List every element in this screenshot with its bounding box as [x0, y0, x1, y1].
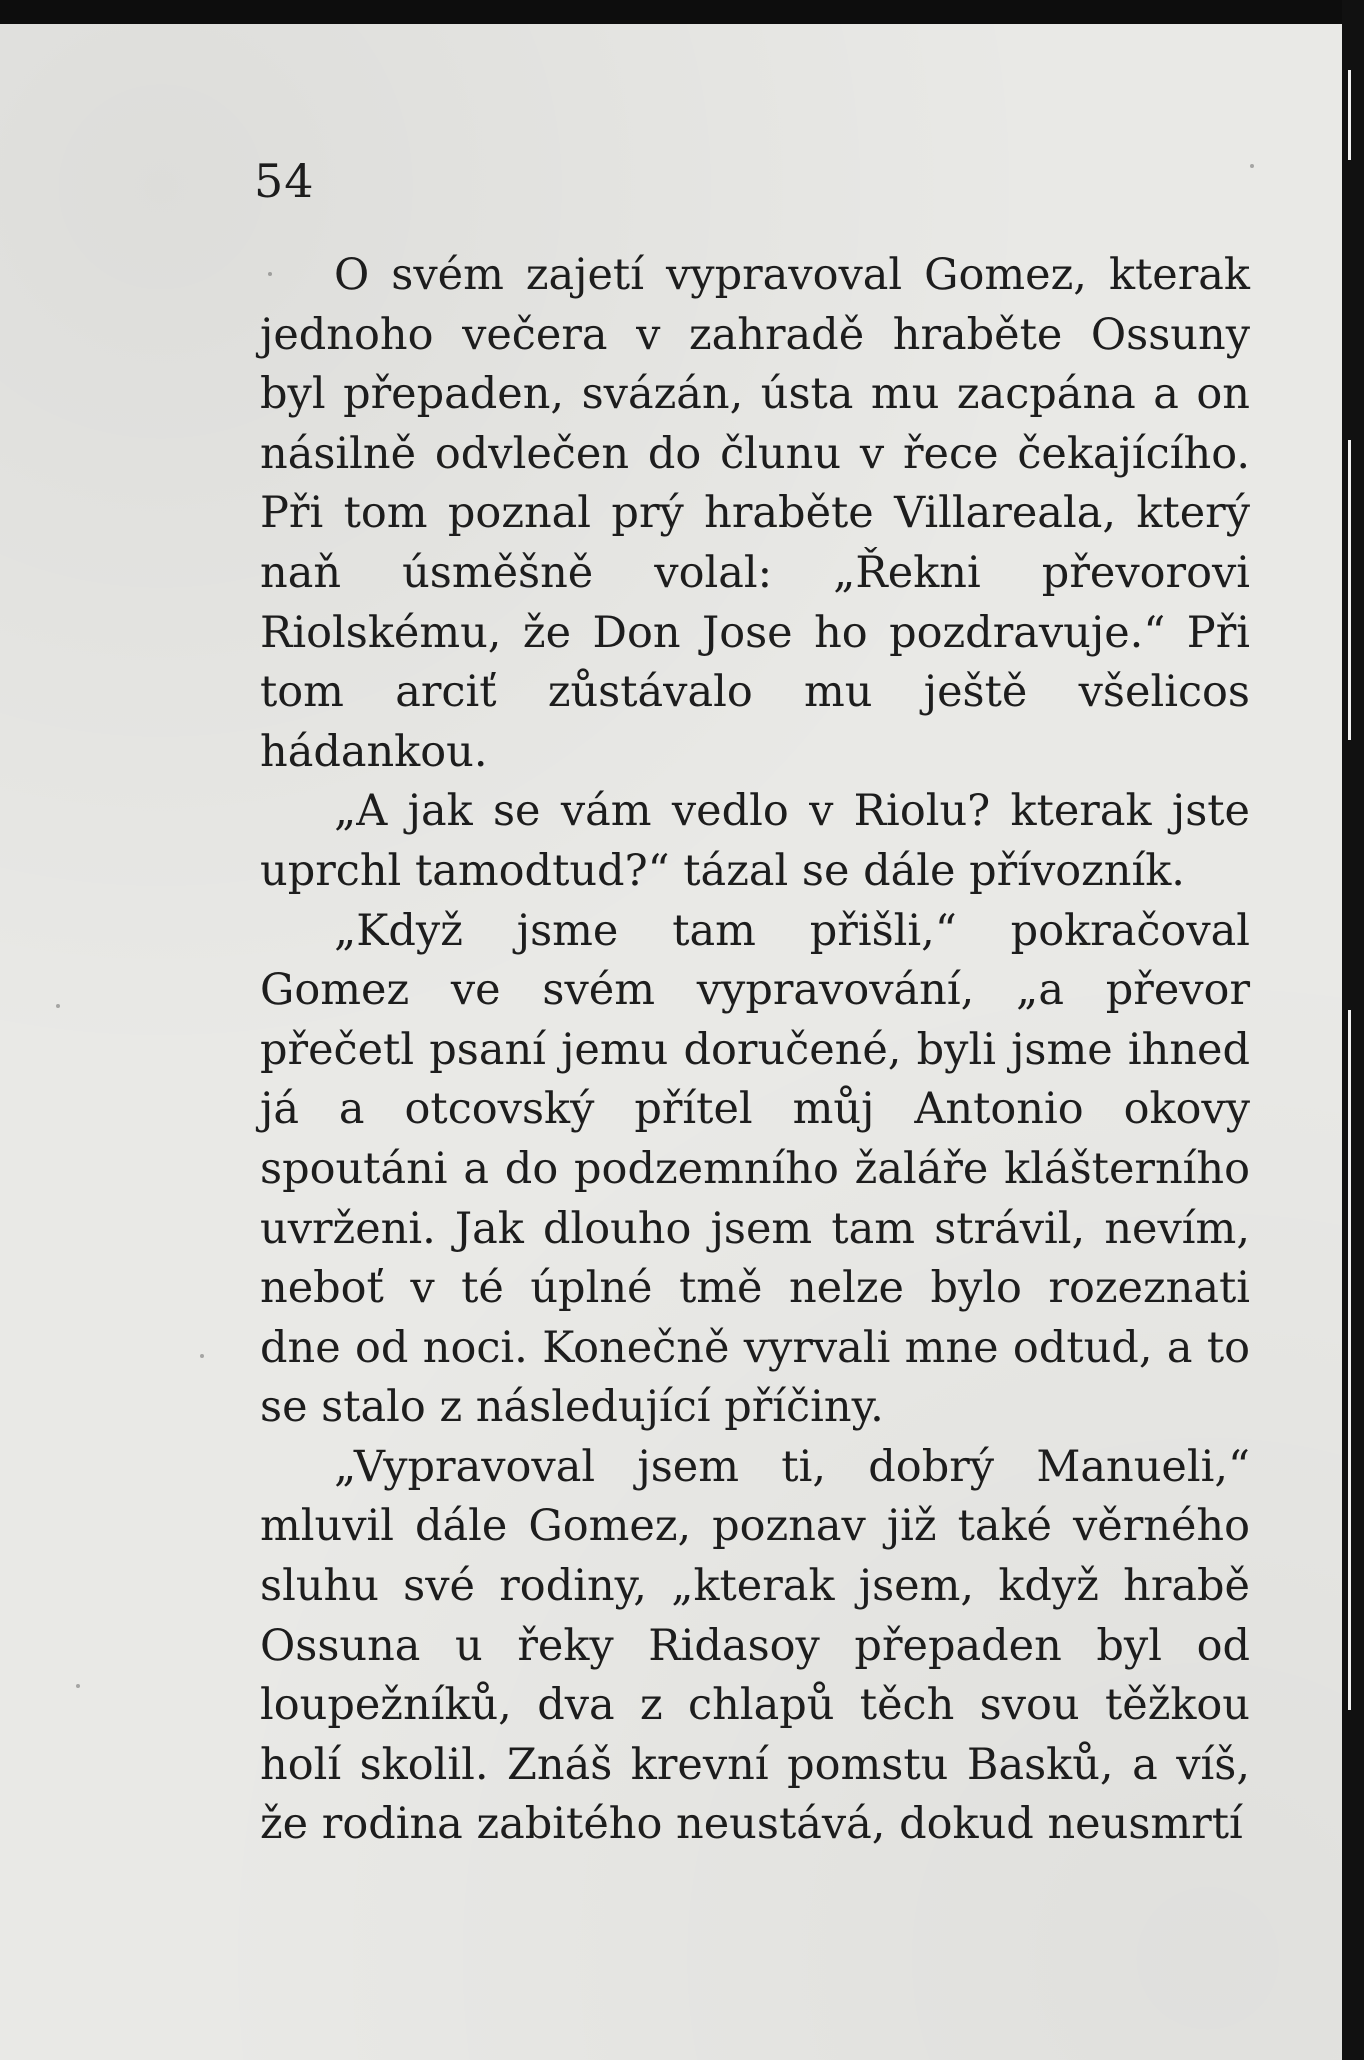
binding-thread [1348, 440, 1351, 740]
binding-edge [1342, 0, 1364, 2060]
scan-speck [56, 1004, 60, 1008]
binding-thread [1348, 70, 1351, 160]
scan-speck [1250, 164, 1254, 168]
page-text [260, 246, 1250, 1855]
paragraph-1: O svém zajetí vypravoval Gomez, kterak jednoho večera v zahradě hraběte Ossuny byl přepaden, svázán, ústa mu zacpána a on násilně odvlečen do člunu v řece čekajícího. Při tom poznal prý hraběte Villareala, který naň úsměšně volal: „Řekni převorovi Riolskému, že Don Jose ho pozdravuje.“ Při tom arciť zůstávalo mu ještě všelicos hádankou. [260, 250, 1250, 777]
book-page [0, 24, 1342, 2060]
paragraph-2: „A jak se vám vedlo v Riolu? kterak jste uprchl tamodtud?“ tázal se dále přívozník. [260, 786, 1250, 896]
paragraph-4: „Vypravoval jsem ti, dobrý Manueli,“ mluvil dále Gomez, poznav již také věrného sluhu své rodiny, „kterak jsem, když hrabě Ossuna u řeky Ridasoy přepaden byl od loupežníků, dva z chlapů těch svou těžkou holí skolil. Znáš krevní pomstu Basků, a víš, že rodina zabitého neustává, dokud neusmrtí [260, 1441, 1250, 1850]
binding-thread [1348, 1010, 1351, 1710]
page-number: 54 [254, 154, 315, 208]
scan-speck [200, 1354, 204, 1358]
scan-speck [76, 1684, 80, 1688]
scan-speck [268, 272, 272, 276]
paragraph-3: „Když jsme tam přišli,“ pokračoval Gomez ve svém vypravování, „a převor přečetl psaní jemu doručené, byli jsme ihned já a otcovský přítel můj Antonio okovy spoutáni a do podzemního žaláře klášterního uvrženi. Jak dlouho jsem tam strávil, nevím, neboť v té úplné tmě nelze bylo rozeznati dne od noci. Konečně vyrvali mne odtud, a to se stalo z následující příčiny. [260, 905, 1250, 1433]
